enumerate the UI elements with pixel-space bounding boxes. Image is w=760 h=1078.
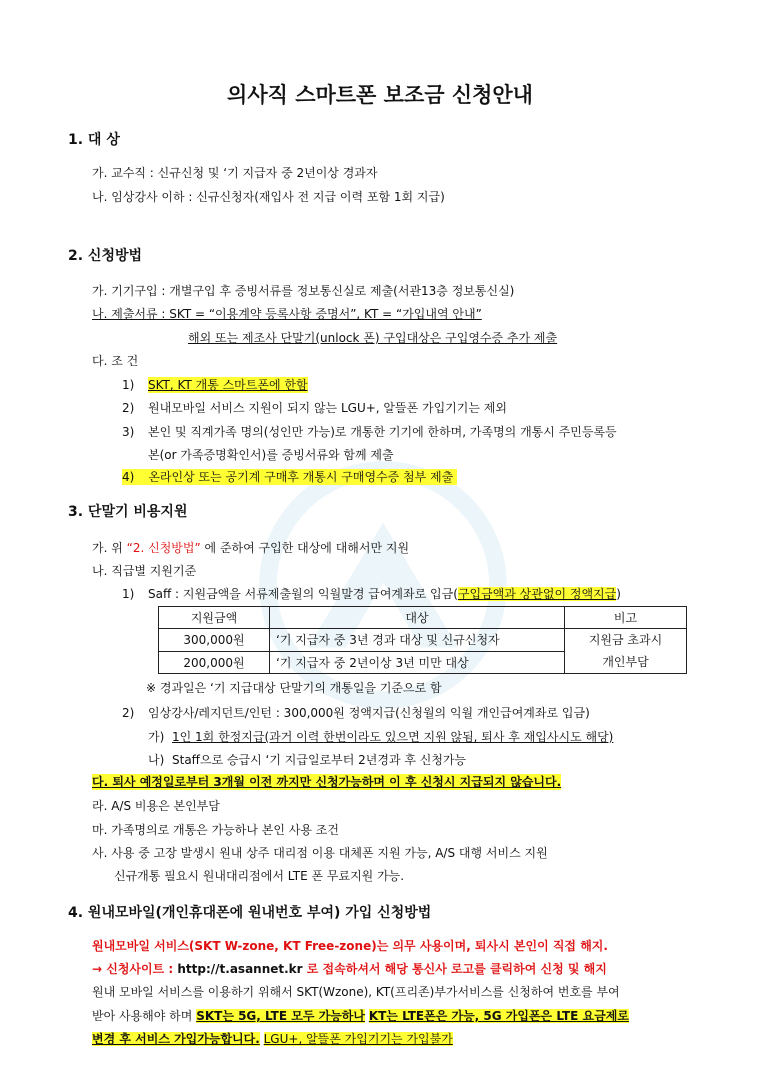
support-amount-table <box>158 606 687 674</box>
table-cell-amount: 200,000원 <box>159 651 270 674</box>
s4-line-2 <box>92 961 607 977</box>
table-row <box>159 629 687 652</box>
s3-b1-post: ) <box>616 587 621 601</box>
s3-item-c: 다. 퇴사 예정일로부터 3개월 이전 까지만 신청가능하며 이 후 신청시 지급되지 않습니다. <box>92 775 562 789</box>
table-cell-amount: 300,000원 <box>159 629 270 652</box>
signup-site-link[interactable]: http://t.asannet.kr <box>177 962 303 976</box>
s1-item-a: 가. 교수직 : 신규신청 및 ‘기 지급자 중 2년이상 경과자 <box>92 166 378 180</box>
table-cell-target: ‘기 지급자 중 3년 경과 대상 및 신규신청자 <box>270 629 565 652</box>
s3-item-d: 라. A/S 비용은 본인부담 <box>92 799 220 813</box>
s3-b2a-num: 가) <box>148 730 165 744</box>
note-line-1: 지원금 초과시 <box>588 633 663 647</box>
section-2-heading: 2. 신청방법 <box>68 248 143 264</box>
s4-l5-hl2: LGU+, 알뜰폰 가입기기는 가입불가 <box>263 1032 453 1046</box>
s2-c2: 원내모바일 서비스 지원이 되지 않는 LGU+, 알뜰폰 가입기기는 제외 <box>148 401 507 415</box>
s3-item-a <box>92 540 409 556</box>
s4-line-5 <box>92 1031 453 1047</box>
s3-a-pre: 가. 위 <box>92 541 127 555</box>
s4-l4-hl1: SKT는 5G, LTE 모두 가능하나 <box>196 1009 365 1023</box>
s3-a-ref: “2. 신청방법” <box>126 541 201 555</box>
table-header: 지원금액 <box>159 607 270 629</box>
s3-item-f: 사. 사용 중 고장 발생시 원내 상주 대리점 이용 대체폰 지원 가능, A/S 대행 서비스 지원 <box>92 846 548 860</box>
note-line-2: 개인부담 <box>602 655 649 669</box>
s2-c3b: 본(or 가족증명확인서)를 증빙서류와 함께 제출 <box>148 448 394 462</box>
s2-c4-row <box>122 469 457 485</box>
table-header: 비고 <box>565 607 687 629</box>
s3-b1-highlight: 구입금액과 상관없이 정액지급 <box>457 587 617 601</box>
s4-l5-hl: 변경 후 서비스 가입가능합니다. <box>92 1032 260 1046</box>
s3-footnote: ※ 경과일은 ‘기 지급대상 단말기의 개통일을 기준으로 함 <box>146 681 442 695</box>
s3-b1-num: 1) <box>122 587 135 601</box>
s3-b2: 임상강사/레지던트/인턴 : 300,000원 정액지급(신청월의 익월 개인급여계좌로 입금) <box>148 706 590 720</box>
s2-item-c: 다. 조 건 <box>92 354 139 368</box>
s2-c3: 본인 및 직계가족 명의(성인만 가능)로 개통한 기기에 한하며, 가족명의 개통시 주민등록등 <box>148 425 617 439</box>
s4-site-instructions: 로 접속하셔서 해당 통신사 로고를 클릭하여 신청 및 해지 <box>302 962 607 976</box>
s2-item-a: 가. 기기구입 : 개별구입 후 증빙서류를 정보통신실로 제출(서관13층 정보통신실) <box>92 284 515 298</box>
s2-c4-num: 4) <box>122 470 135 484</box>
s4-l4-hl2: KT는 LTE폰은 가능, 5G 가입폰은 LTE 요금제로 <box>368 1009 629 1023</box>
table-header: 대상 <box>270 607 565 629</box>
s3-a-post: 에 준하여 구입한 대상에 대해서만 지원 <box>200 541 410 555</box>
s1-item-b: 나. 임상강사 이하 : 신규신청자(재입사 전 지급 이력 포함 1회 지급) <box>92 190 445 204</box>
s4-line-3: 원내 모바일 서비스를 이용하기 위해서 SKT(Wzone), KT(프리존)부가서비스를 신청하여 번호를 부여 <box>92 985 620 999</box>
s2-c1: SKT, KT 개통 스마트폰에 한함 <box>148 378 308 392</box>
s4-site-label: → 신청사이트 : <box>92 962 178 976</box>
s4-l4-pre: 받아 사용해야 하며 <box>92 1009 197 1023</box>
page-title: 의사직 스마트폰 보조금 신청안내 <box>227 83 533 107</box>
s2-c2-num: 2) <box>122 401 135 415</box>
table-cell-target: ‘기 지급자 중 2년이상 3년 미만 대상 <box>270 651 565 674</box>
s4-line-1: 원내모바일 서비스(SKT W-zone, KT Free-zone)는 의무 사용이며, 퇴사시 본인이 직접 해지. <box>92 939 608 953</box>
s2-c4: 온라인상 또는 공기계 구매후 개통시 구매영수증 첨부 제출 <box>148 470 454 484</box>
s3-b1 <box>148 586 621 602</box>
s3-item-b: 나. 직급별 지원기준 <box>92 564 197 578</box>
s2-c3-num: 3) <box>122 425 135 439</box>
s3-item-e: 마. 가족명의로 개통은 가능하나 본인 사용 조건 <box>92 823 339 837</box>
section-1-heading: 1. 대 상 <box>68 132 120 148</box>
s2-item-b2: 해외 또는 제조사 단말기(unlock 폰) 구입대상은 구입영수증 추가 제출 <box>188 331 558 345</box>
s3-b1-pre: Saff : 지원금액을 서류제출월의 익월말경 급여계좌로 입금( <box>148 587 458 601</box>
s3-item-f2: 신규개통 필요시 원내대리점에서 LTE 폰 무료지원 가능. <box>114 869 405 883</box>
s2-c1-num: 1) <box>122 378 135 392</box>
section-3-heading: 3. 단말기 비용지원 <box>68 504 188 520</box>
s3-b2b-num: 나) <box>148 753 165 767</box>
s3-b2a: 1인 1회 한정지급(과거 이력 한번이라도 있으면 지원 않됨, 퇴사 후 재입사시도 해당) <box>172 730 614 744</box>
section-4-heading: 4. 원내모바일(개인휴대폰에 원내번호 부여) 가입 신청방법 <box>68 905 432 921</box>
s3-b2b: Staff으로 승급시 ‘기 지급일로부터 2년경과 후 신청가능 <box>172 753 467 767</box>
table-header-row <box>159 607 687 629</box>
s4-line-4 <box>92 1008 629 1024</box>
table-cell-note <box>565 629 687 674</box>
s3-b2-num: 2) <box>122 706 135 720</box>
s2-item-b: 나. 제출서류 : SKT = “이용계약 등록사항 증명서”, KT = “가입내역 안내” <box>92 307 482 321</box>
